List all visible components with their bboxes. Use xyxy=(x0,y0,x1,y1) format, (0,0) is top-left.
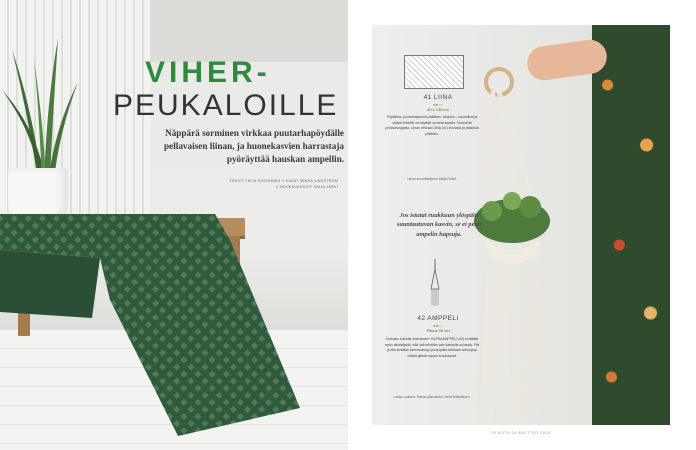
item-credit: Liinan suunnittelija on Maija Pulkki. xyxy=(407,177,457,181)
item-description: Kutsutko kukoilla makramee? KAPSAAMPPELI (42) ennättää myös aloittelijaltä, sillä sitä tehdään vain kahdella solmulla. Yllä ja alla tehdään kiertosolmuja ja kaupalla sidotaan solmuja ja välistä jäävät hapsut kruunaavat. xyxy=(384,337,480,358)
right-page xyxy=(372,25,670,425)
difficulty-rating: ●●○○ xyxy=(433,102,443,107)
item-size: Pituus 90 cm xyxy=(426,328,450,333)
item-description: Pöytäliina, puutarhapenkin päällinen, taulukin – kaunoliina ja ylitäkä tekstiilit voi käyttää monella tavalla. Vinoneliöt pellavalangasta. Liinan virkkaa LIINA (41) kuviosta ja raidoista pitkittäin. xyxy=(385,115,479,136)
item-heading: 42 AMPPELI xyxy=(417,315,459,322)
pull-quote: Jos istutat ruukkuun ylöspäin suuntautuvan kasvin, se ei peitä ampelin hapsuja. xyxy=(396,212,482,238)
item-size: 40 x 135 cm xyxy=(427,107,449,112)
page-folio: 79 KOTI JA KEITTIÖ 2021 xyxy=(490,430,552,435)
item-heading: 41 LIINA xyxy=(423,94,453,101)
photo-credits xyxy=(160,178,338,190)
credits-line: TEKSTI TEIJA KOSONNEN // KUVAT MINNA LINDSTRÖM xyxy=(229,179,338,183)
page-title-line2: PEUKALOILLE xyxy=(113,89,339,122)
page-title-line1: VIHER- xyxy=(145,56,271,89)
runner-sketch-icon xyxy=(404,55,464,89)
item-credit: Lanka Lankava Tilaimo-pikkulanka. Helmi Mäkeläinen. xyxy=(393,395,471,399)
lead-paragraph: Näppärä sorminen virkkaa puutarhapöydälle pellavaisen liinan, ja huonekasvien harrastaja pyöräyttää hauskan ampellin. xyxy=(164,128,344,164)
hanger-sketch-icon xyxy=(430,259,440,307)
credits-line: // NOUKKUKUVIOT RAIJA JÄRVI xyxy=(276,185,338,189)
difficulty-rating: ●●○○ xyxy=(433,323,443,328)
